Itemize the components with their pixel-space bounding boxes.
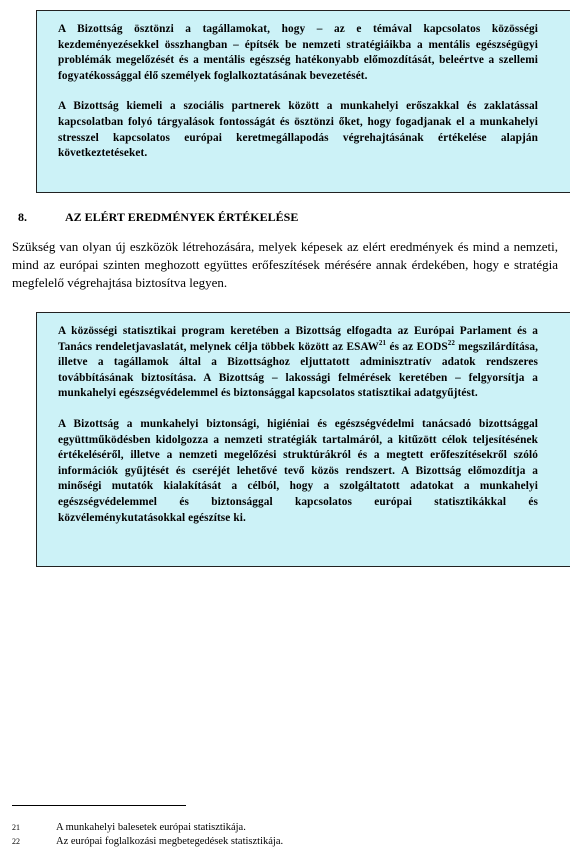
footnote-number: 21 — [12, 823, 20, 832]
footnote-number: 22 — [12, 837, 20, 846]
section-number: 8. — [18, 210, 27, 224]
footnote-separator — [12, 805, 186, 806]
box2-paragraph-1 — [58, 324, 538, 402]
footnote-21 — [12, 821, 246, 834]
footnote-ref-22[interactable]: 22 — [447, 338, 455, 347]
footnote-text: Az európai foglalkozási megbetegedések statisztikája. — [56, 836, 284, 847]
footnote-22 — [12, 835, 283, 848]
box1-paragraph-1: A Bizottság ösztönzi a tagállamokat, hogy – az e témával kapcsolatos közösségi kezdeményezésekkel összhangban – építsék be nemzeti stratégiáikba a mentális egészségügyi problémák megelőzését és a mentális egészség hatékonyabb előmozdítását, beleértve a szellemi fogyatékossággal élő személyek foglalkoztatásának bevezetését. — [58, 23, 538, 82]
highlight-box-2 — [36, 312, 570, 567]
box2-p1-part-c: megszilárdítása, illetve a tagállamok által a Bizottsághoz eljuttatott adminisztratív adatok rendszeres továbbításának biztosítása. A Bizottság – lakossági felmérések keretében – felgyorsítja a munkahelyi egészségvédelemmel és biztonsággal kapcsolatos statisztikai adatgyűjtést. — [58, 340, 539, 400]
box2-paragraph-2: A Bizottság a munkahelyi biztonsági, higiéniai és egészségvédelmi tanácsadó bizottsággal együttműködésben kidolgozza a nemzeti stratégiák tartalmáról, a kitűzött célok teljesítésének értékeléséről, illetve a nemzeti megelőzési struktúrákról és a megtett erőfeszítésekről szóló információk gyűjtését és cseréjét lehetővé tevő közös rendszert. A Bizottság előmozdítja a minőségi mutatók kialakítását a célból, hogy a szolgáltatott adatokat a munkahelyi egészségvédelemmel és biztonsággal kapcsolatos európai statisztikákkal és közvéleménykutatásokkal egészítse ki. — [58, 417, 538, 524]
section-title: AZ ELÉRT EREDMÉNYEK ÉRTÉKELÉSE — [65, 210, 299, 224]
footnote-text: A munkahelyi balesetek európai statisztikája. — [56, 822, 246, 833]
box1-paragraph-2: A Bizottság kiemeli a szociális partnerek között a munkahelyi erőszakkal és zaklatással kapcsolatban folyó tárgyalások fontosságát és ösztönzi őket, hogy fogadjanak el a munkahelyi stresszel kapcsolatos európai keretmegállapodás végrehajtásának értékelése alapján következtetéseket. — [58, 100, 538, 160]
highlight-box-1 — [36, 10, 570, 193]
section-heading — [18, 210, 298, 225]
box2-p1-part-a: A közösségi statisztikai program keretében a Bizottság elfogadta az Európai Parlament és a Tanács rendeletjavaslatát, melynek célja többek között az ESAW — [58, 325, 538, 353]
footnote-ref-21[interactable]: 21 — [378, 338, 387, 347]
box2-p1-part-b: és az EODS — [386, 340, 448, 353]
section-body-paragraph: Szükség van olyan új eszközök létrehozására, melyek képesek az elért eredmények és mind a nemzeti, mind az európai szinten meghozott együttes erőfeszítések mérésére annak érdekében, hogy e stratégia megfelelő végrehajtása biztosítva legyen. — [12, 239, 558, 290]
